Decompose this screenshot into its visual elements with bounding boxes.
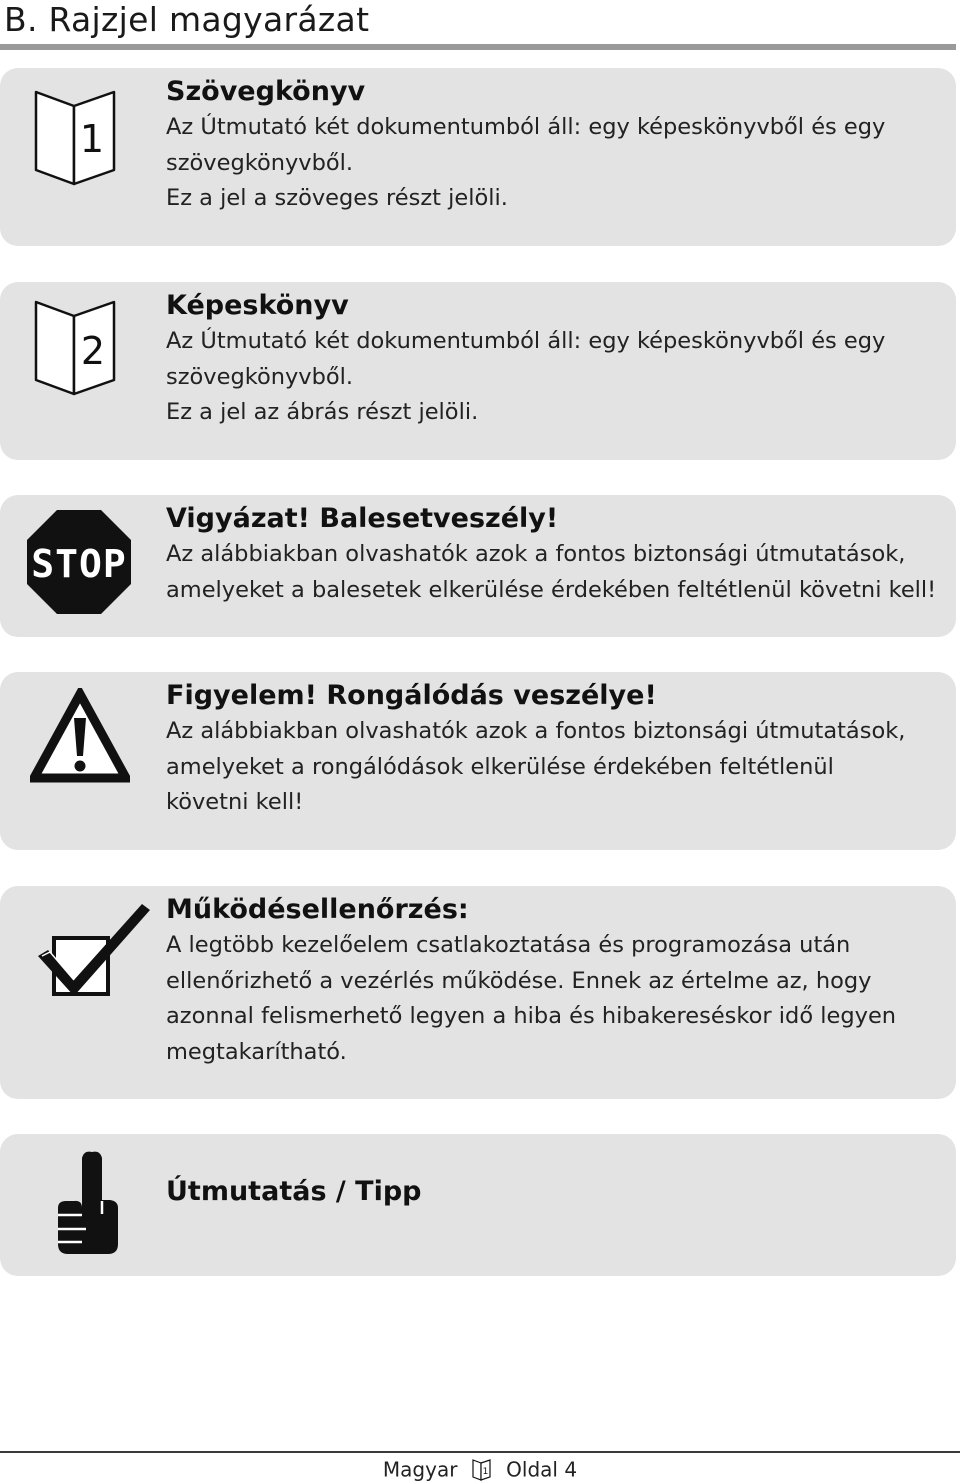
- card-line: szövegkönyvből.: [166, 363, 354, 390]
- card-line: megtakarítható.: [166, 1038, 347, 1065]
- card-line: Az Útmutató két dokumentumból áll: egy képeskönyvből és egy: [166, 114, 886, 140]
- book-number: 1: [79, 117, 105, 161]
- card-body: [166, 537, 936, 608]
- legend-card-content: [166, 74, 936, 217]
- card-line: Ez a jel az ábrás részt jelöli.: [166, 399, 479, 425]
- legend-card-danger: [0, 495, 956, 637]
- card-line: amelyeket a balesetek elkerülése érdekében feltétlenül követni kell!: [166, 576, 937, 603]
- card-body: [166, 324, 936, 431]
- card-title: Vigyázat! Balesetveszély!: [166, 503, 559, 534]
- page-title: B. Rajzjel magyarázat: [4, 0, 370, 39]
- card-line: azonnal felismerhető legyen a hiba és hibakereséskor idő legyen: [166, 1003, 897, 1029]
- legend-card-function-check: [0, 886, 956, 1099]
- legend-card-content: [166, 1174, 936, 1210]
- book-1-icon: [472, 1459, 492, 1481]
- legend-card-content: [166, 288, 936, 431]
- card-line: Az Útmutató két dokumentumból áll: egy képeskönyvből és egy: [166, 328, 886, 354]
- legend-card-content: [166, 501, 936, 608]
- book-1-icon: [30, 88, 126, 192]
- legend-card-content: [166, 892, 936, 1070]
- warning-triangle-icon: [30, 688, 130, 788]
- card-body: [166, 714, 936, 821]
- card-body: [166, 928, 936, 1070]
- card-line: Az alábbiakban olvashatók azok a fontos biztonsági útmutatások,: [166, 718, 906, 744]
- card-line: Az alábbiakban olvashatók azok a fontos biztonsági útmutatások,: [166, 541, 906, 567]
- card-line: szövegkönyvből.: [166, 149, 354, 176]
- heading-divider: [0, 44, 956, 50]
- card-title: Útmutatás / Tipp: [166, 1176, 422, 1207]
- checkmark-box-icon: [34, 900, 154, 1004]
- book-2-icon: [30, 298, 126, 402]
- footer-divider: [0, 1451, 960, 1453]
- card-title: Működésellenőrzés:: [166, 894, 469, 925]
- footer-page-number: Oldal 4: [506, 1457, 578, 1482]
- legend-card-text-book: [0, 68, 956, 246]
- page-footer: [0, 1455, 960, 1483]
- card-line: A legtöbb kezelőelem csatlakoztatása és programozása után: [166, 932, 851, 958]
- card-body: [166, 110, 936, 217]
- card-line: Ez a jel a szöveges részt jelöli.: [166, 185, 508, 211]
- legend-card-tip: [0, 1134, 956, 1276]
- legend-card-content: [166, 678, 936, 821]
- card-title: Képeskönyv: [166, 290, 349, 321]
- card-title: Szövegkönyv: [166, 76, 366, 107]
- pointing-hand-icon: [52, 1148, 122, 1260]
- card-line: követni kell!: [166, 789, 304, 815]
- stop-sign-icon: [24, 507, 134, 621]
- book-number: 2: [80, 329, 106, 373]
- stop-sign-text: STOP: [31, 542, 127, 586]
- legend-card-caution: [0, 672, 956, 850]
- footer-language: Magyar: [382, 1457, 458, 1482]
- footer-book-number: 1: [482, 1466, 489, 1477]
- legend-card-picture-book: [0, 282, 956, 460]
- card-line: ellenőrizhető a vezérlés működése. Ennek az értelme az, hogy: [166, 967, 872, 994]
- card-title: Figyelem! Rongálódás veszélye!: [166, 680, 657, 711]
- card-line: amelyeket a rongálódások elkerülése érdekében feltétlenül: [166, 753, 834, 780]
